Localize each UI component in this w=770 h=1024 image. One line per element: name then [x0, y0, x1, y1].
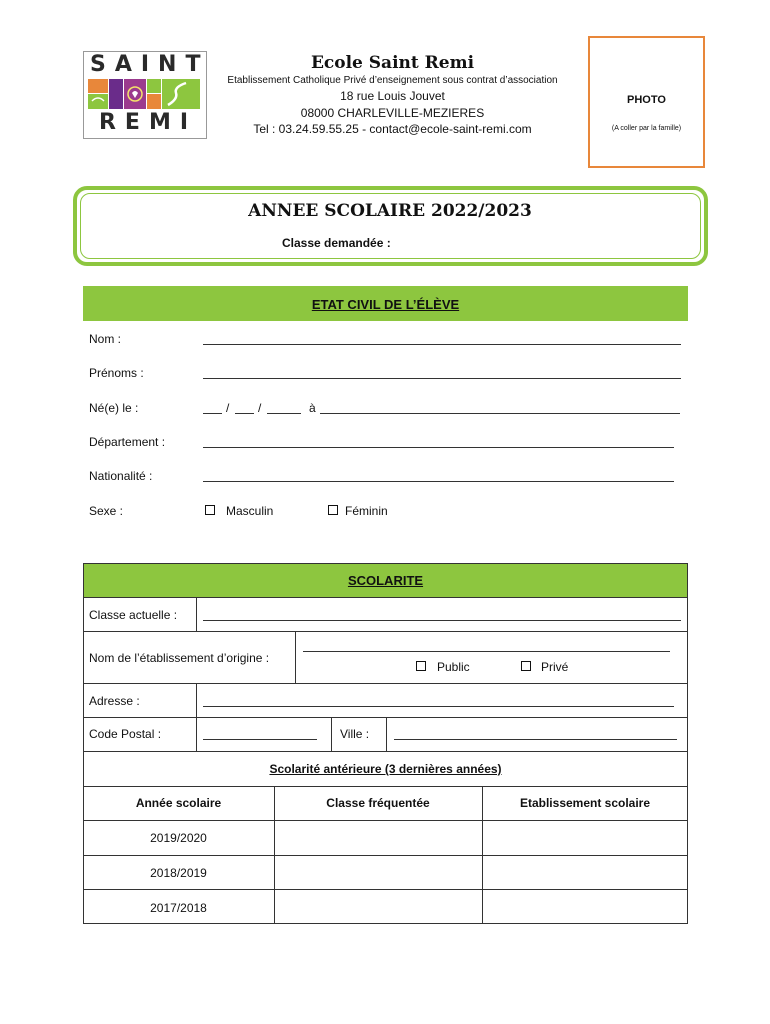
public-label: Public [437, 660, 470, 674]
feminin-label: Féminin [345, 504, 388, 518]
prive-label: Privé [541, 660, 569, 674]
table-divider [83, 855, 688, 856]
table-divider [83, 786, 688, 787]
photo-title: PHOTO [627, 94, 666, 106]
col-header-classe: Classe fréquentée [326, 796, 430, 810]
class-requested-label: Classe demandée : [282, 236, 391, 250]
nom-label: Nom : [89, 332, 122, 346]
table-divider [196, 683, 197, 751]
school-year-box [73, 186, 708, 266]
table-divider [331, 717, 332, 751]
col-header-etablissement: Etablissement scolaire [519, 796, 651, 810]
birth-place-field[interactable] [320, 413, 680, 414]
table-divider [83, 631, 688, 632]
masculin-checkbox[interactable] [205, 505, 215, 515]
table-row-year: 2018/2019 [150, 866, 207, 880]
table-divider [386, 717, 387, 751]
school-address-line2: 08000 CHARLEVILLE-MEZIERES [300, 106, 485, 120]
etab-origine-field[interactable] [303, 651, 670, 652]
school-name: Ecole Saint Remi [310, 53, 475, 73]
code-postal-label: Code Postal : [89, 727, 162, 741]
date-separator: / [258, 401, 262, 415]
photo-note: (A coller par la famille) [611, 125, 682, 132]
school-contact: Tel : 03.24.59.55.25 - contact@ecole-saint-remi.com [253, 122, 532, 136]
prenoms-label: Prénoms : [89, 366, 144, 380]
adresse-label: Adresse : [89, 694, 140, 708]
school-description: Etablissement Catholique Privé d’enseignement sous contrat d’association [227, 75, 558, 86]
adresse-field[interactable] [203, 706, 674, 707]
prenoms-field[interactable] [203, 378, 681, 379]
birth-year-field[interactable] [267, 413, 301, 414]
school-logo [83, 51, 210, 139]
table-divider [83, 597, 688, 598]
ville-label: Ville : [340, 727, 370, 741]
photo-box [588, 36, 705, 168]
school-address-line1: 18 rue Louis Jouvet [340, 89, 445, 103]
classe-actuelle-label: Classe actuelle : [89, 608, 178, 622]
date-separator: / [226, 401, 230, 415]
birth-month-field[interactable] [235, 413, 254, 414]
table-divider [196, 597, 197, 631]
sexe-label: Sexe : [89, 504, 124, 518]
masculin-label: Masculin [226, 504, 274, 518]
table-divider [83, 683, 688, 684]
logo-bottom-text: REMI [98, 110, 198, 135]
classe-actuelle-field[interactable] [203, 620, 681, 621]
col-header-annee: Année scolaire [135, 796, 222, 810]
feminin-checkbox[interactable] [328, 505, 338, 515]
departement-field[interactable] [203, 447, 674, 448]
nationalite-label: Nationalité : [89, 469, 153, 483]
prive-checkbox[interactable] [521, 661, 531, 671]
table-row-year: 2017/2018 [150, 901, 207, 915]
departement-label: Département : [89, 435, 166, 449]
code-postal-field[interactable] [203, 739, 317, 740]
table-row-year: 2019/2020 [150, 831, 207, 845]
etab-origine-label: Nom de l’établissement d’origine : [89, 651, 270, 665]
scolarite-anterieure-title: Scolarité antérieure (3 dernières années) [269, 762, 502, 776]
birth-place-prefix: à [309, 401, 316, 415]
table-divider [83, 820, 688, 821]
table-divider [83, 889, 688, 890]
logo-mosaic-icon [86, 79, 203, 109]
public-checkbox[interactable] [416, 661, 426, 671]
table-divider [83, 751, 688, 752]
birth-day-field[interactable] [203, 413, 222, 414]
school-year-title: ANNEE SCOLAIRE 2022/2023 [248, 201, 532, 221]
ne-le-label: Né(e) le : [89, 401, 139, 415]
etat-civil-header: ETAT CIVIL DE L’ÉLÈVE [83, 286, 688, 321]
nationalite-field[interactable] [203, 481, 674, 482]
logo-top-text: SAINT [90, 52, 210, 77]
scolarite-header: SCOLARITE [84, 564, 687, 597]
nom-field[interactable] [203, 344, 681, 345]
ville-field[interactable] [394, 739, 677, 740]
table-divider [295, 631, 296, 683]
